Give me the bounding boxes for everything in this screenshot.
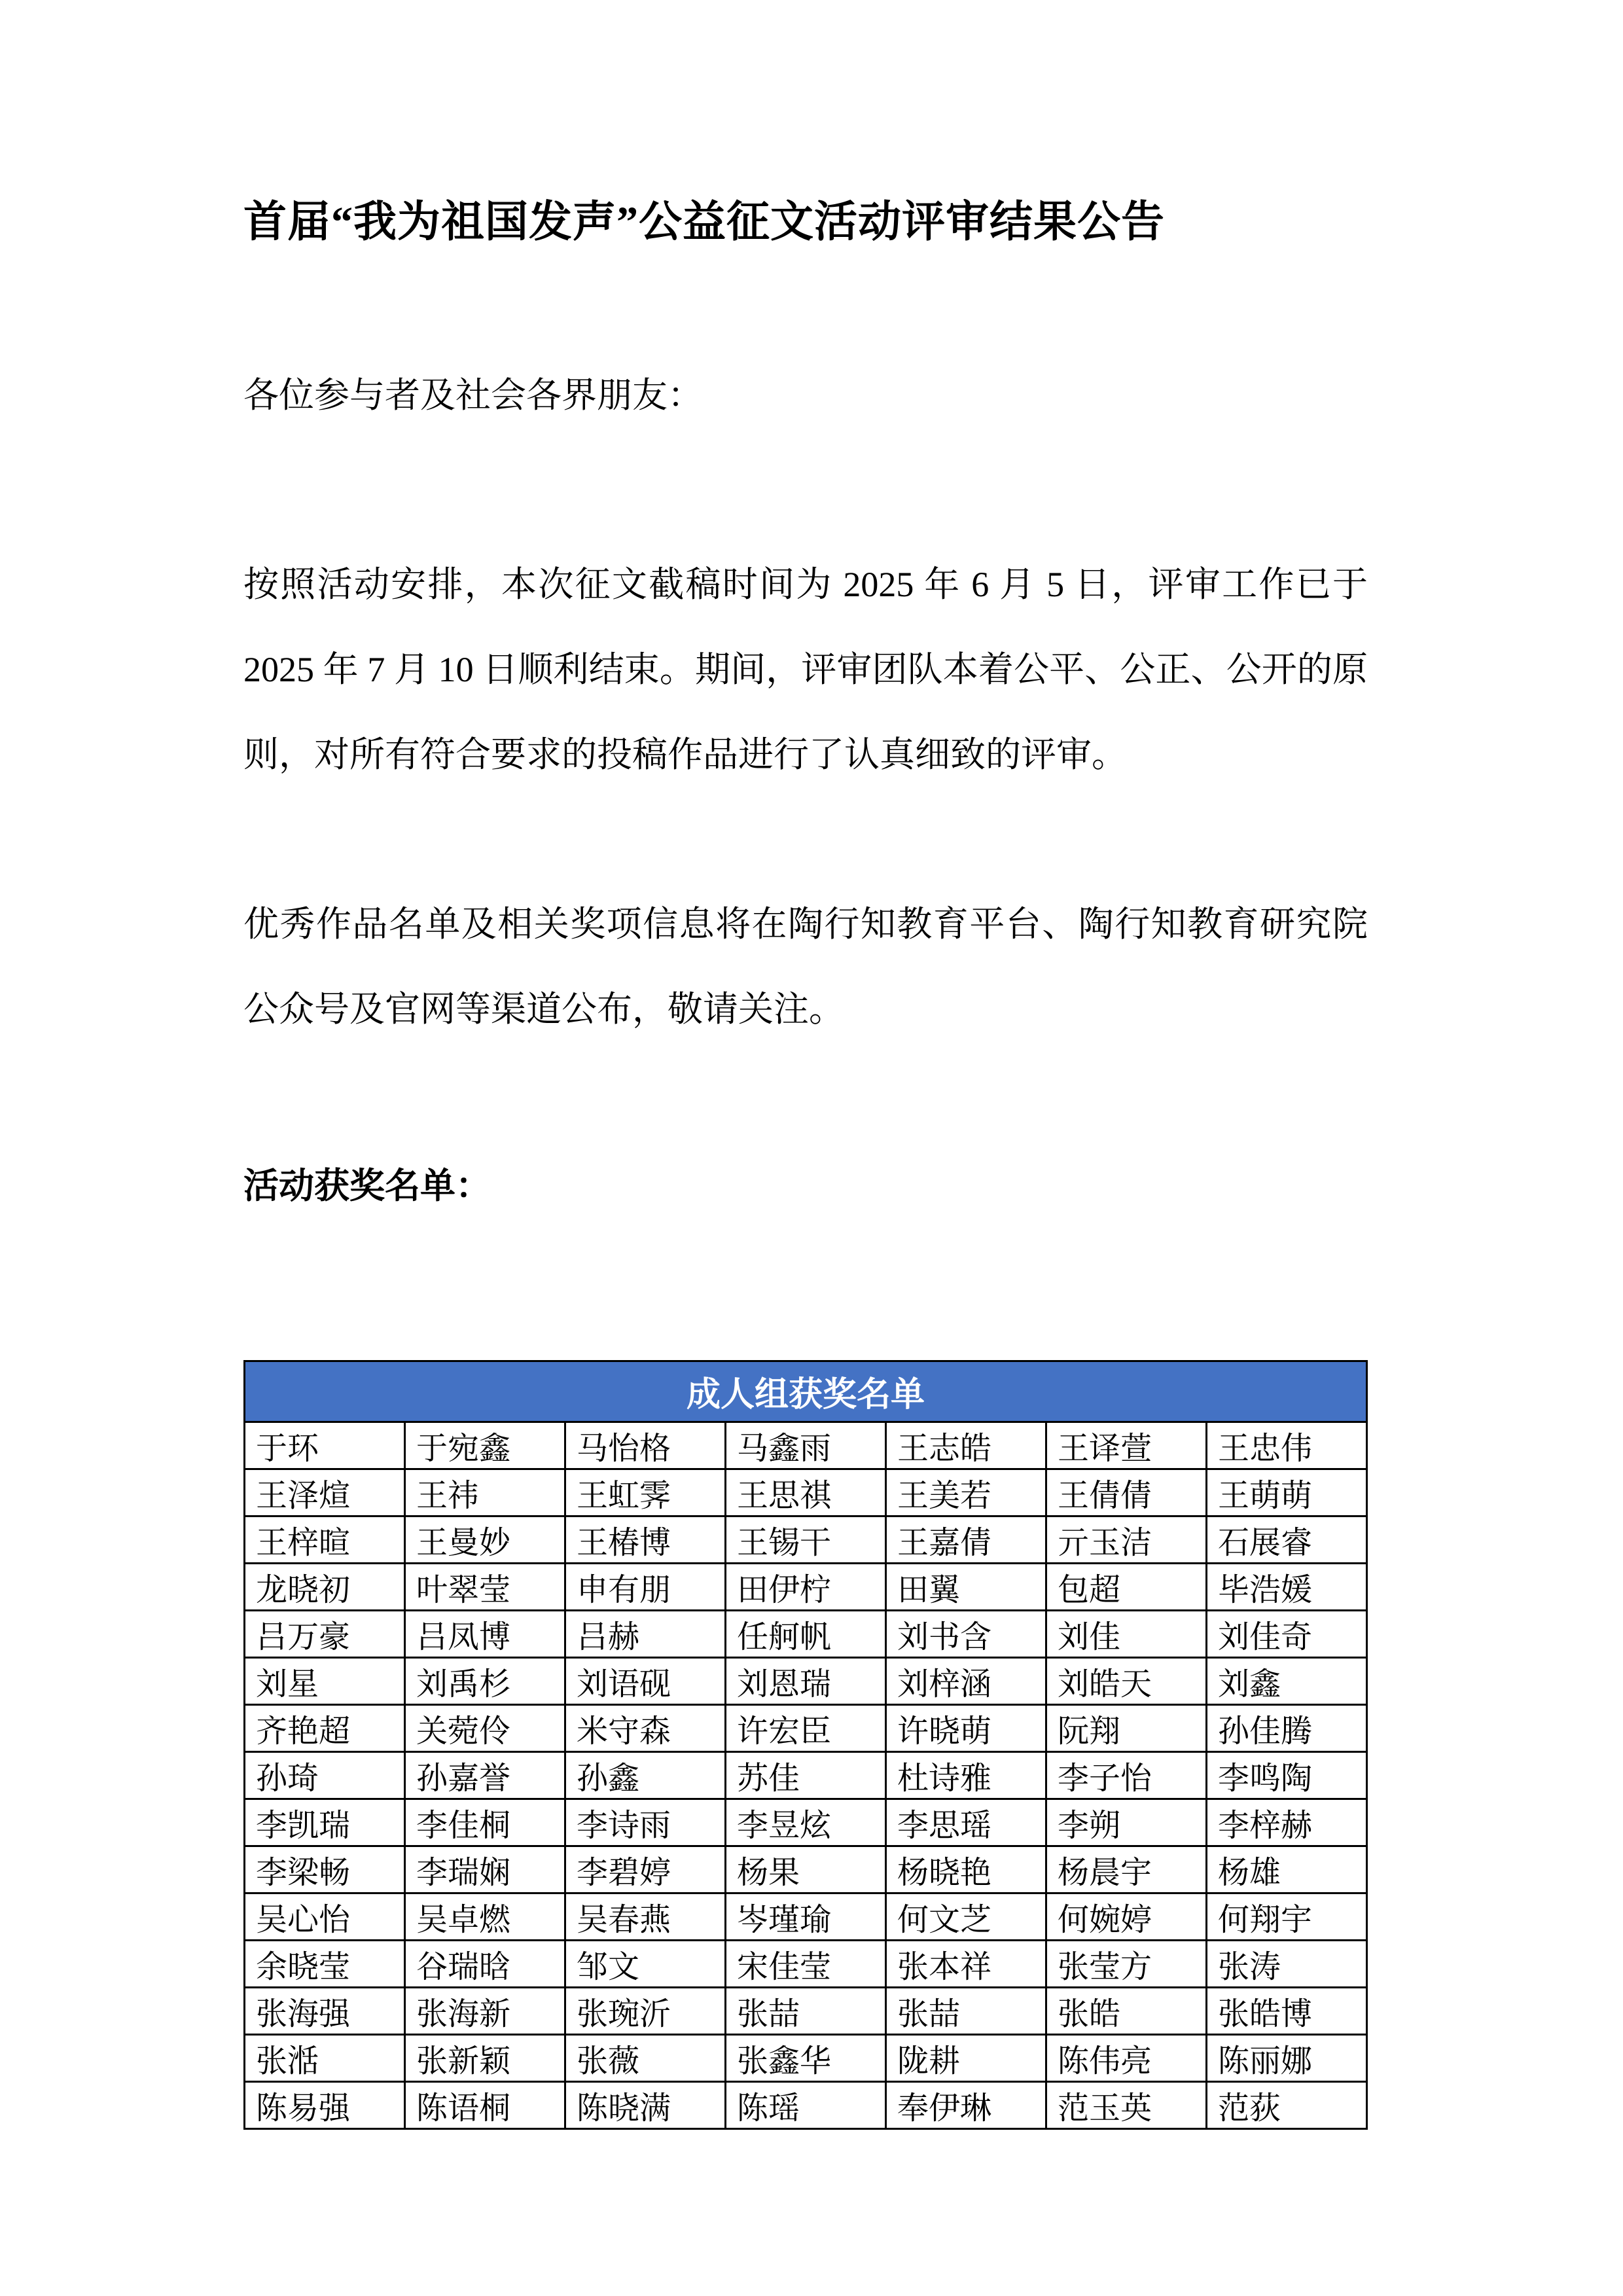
table-cell: 李碧婷 (565, 1846, 726, 1893)
table-cell: 何文芝 (886, 1893, 1046, 1940)
table-cell: 李昱炫 (726, 1799, 886, 1846)
table-row (245, 1704, 1367, 1751)
table-row (245, 1516, 1367, 1563)
table-cell: 王志皓 (886, 1422, 1046, 1469)
table-cell: 田伊柠 (726, 1563, 886, 1610)
table-cell: 刘禹杉 (405, 1657, 565, 1704)
table-cell: 米守森 (565, 1704, 726, 1751)
table-cell: 刘佳奇 (1207, 1610, 1367, 1657)
table-cell: 刘书含 (886, 1610, 1046, 1657)
table-cell: 孙鑫 (565, 1751, 726, 1799)
table-cell: 王译萱 (1046, 1422, 1207, 1469)
table-cell: 宋佳莹 (726, 1940, 886, 1987)
table-cell: 王泽煊 (245, 1469, 405, 1516)
table-row (245, 1657, 1367, 1704)
table-row (245, 2034, 1367, 2081)
table-cell: 张薇 (565, 2034, 726, 2081)
table-cell: 余晓莹 (245, 1940, 405, 1987)
table-cell: 刘梓涵 (886, 1657, 1046, 1704)
table-cell: 张湉 (245, 2034, 405, 2081)
salutation-line: 各位参与者及社会各界朋友： (243, 376, 703, 416)
table-cell: 王椿博 (565, 1516, 726, 1563)
table-cell: 范玉英 (1046, 2081, 1207, 2128)
table-row (245, 1940, 1367, 1987)
table-cell: 王梓暄 (245, 1516, 405, 1563)
table-cell: 孙琦 (245, 1751, 405, 1799)
table-cell: 亓玉洁 (1046, 1516, 1207, 1563)
table-cell: 张海强 (245, 1987, 405, 2034)
table-row (245, 1799, 1367, 1846)
table-cell: 张莹方 (1046, 1940, 1207, 1987)
table-cell: 任舸帆 (726, 1610, 886, 1657)
table-cell: 龙晓初 (245, 1563, 405, 1610)
table-cell: 陈晓满 (565, 2081, 726, 2128)
table-cell: 张鑫华 (726, 2034, 886, 2081)
table-cell: 陈易强 (245, 2081, 405, 2128)
table-cell: 王嘉倩 (886, 1516, 1046, 1563)
table-cell: 谷瑞晗 (405, 1940, 565, 1987)
table-cell: 杨晨宇 (1046, 1846, 1207, 1893)
table-cell: 刘皓天 (1046, 1657, 1207, 1704)
table-cell: 吴春燕 (565, 1893, 726, 1940)
table-cell: 张皓博 (1207, 1987, 1367, 2034)
awards-table-header: 成人组获奖名单 (245, 1361, 1367, 1422)
table-cell: 张海新 (405, 1987, 565, 2034)
table-cell: 张本祥 (886, 1940, 1046, 1987)
table-cell: 刘星 (245, 1657, 405, 1704)
table-cell: 张新颖 (405, 2034, 565, 2081)
table-cell: 刘鑫 (1207, 1657, 1367, 1704)
awards-list-heading: 活动获奖名单： (243, 1166, 491, 1206)
table-cell: 张琬沂 (565, 1987, 726, 2034)
table-row (245, 1846, 1367, 1893)
table-cell: 王祎 (405, 1469, 565, 1516)
table-cell: 奉伊琳 (886, 2081, 1046, 2128)
table-cell: 岑瑾瑜 (726, 1893, 886, 1940)
table-cell: 王曼妙 (405, 1516, 565, 1563)
table-cell: 叶翠莹 (405, 1563, 565, 1610)
table-cell: 孙佳腾 (1207, 1704, 1367, 1751)
table-cell: 李瑞娴 (405, 1846, 565, 1893)
table-cell: 于宛鑫 (405, 1422, 565, 1469)
table-cell: 陇耕 (886, 2034, 1046, 2081)
table-cell: 李梓赫 (1207, 1799, 1367, 1846)
table-row (245, 1751, 1367, 1799)
table-cell: 杨果 (726, 1846, 886, 1893)
table-cell: 杨晓艳 (886, 1846, 1046, 1893)
table-cell: 李凯瑞 (245, 1799, 405, 1846)
table-cell: 张喆 (726, 1987, 886, 2034)
table-row (245, 1469, 1367, 1516)
table-cell: 田翼 (886, 1563, 1046, 1610)
table-cell: 陈瑶 (726, 2081, 886, 2128)
table-cell: 阮翔 (1046, 1704, 1207, 1751)
table-cell: 吴卓燃 (405, 1893, 565, 1940)
table-cell: 陈伟亮 (1046, 2034, 1207, 2081)
table-cell: 申有朋 (565, 1563, 726, 1610)
paragraph-publish-channels: 优秀作品名单及相关奖项信息将在陶行知教育平台、陶行知教育研究院公众号及官网等渠道公布，敬请关注。 (243, 905, 1368, 1029)
awards-table (243, 1360, 1368, 2130)
table-row (245, 1893, 1367, 1940)
table-row (245, 1987, 1367, 2034)
table-cell: 何翔宇 (1207, 1893, 1367, 1940)
table-cell: 王锡干 (726, 1516, 886, 1563)
table-cell: 李诗雨 (565, 1799, 726, 1846)
table-cell: 范荻 (1207, 2081, 1367, 2128)
table-cell: 刘语砚 (565, 1657, 726, 1704)
table-cell: 许宏臣 (726, 1704, 886, 1751)
table-cell: 李鸣陶 (1207, 1751, 1367, 1799)
table-cell: 吕赫 (565, 1610, 726, 1657)
table-cell: 杨雄 (1207, 1846, 1367, 1893)
table-cell: 马鑫雨 (726, 1422, 886, 1469)
table-cell: 吕凤博 (405, 1610, 565, 1657)
table-cell: 陈语桐 (405, 2081, 565, 2128)
paragraph-review-process: 按照活动安排，本次征文截稿时间为 2025 年 6 月 5 日，评审工作已于 2025 年 7 月 10 日顺利结束。期间，评审团队本着公平、公正、公开的原则，对所有符合要求的投稿作品进行了认真细致的评审。 (243, 565, 1368, 774)
table-cell: 王倩倩 (1046, 1469, 1207, 1516)
page-title: 首届“我为祖国发声”公益征文活动评审结果公告 (243, 198, 1165, 246)
table-cell: 张皓 (1046, 1987, 1207, 2034)
table-cell: 刘恩瑞 (726, 1657, 886, 1704)
table-row (245, 1422, 1367, 1469)
table-cell: 张喆 (886, 1987, 1046, 2034)
table-cell: 张涛 (1207, 1940, 1367, 1987)
table-cell: 齐艳超 (245, 1704, 405, 1751)
table-cell: 吴心怡 (245, 1893, 405, 1940)
table-cell: 王虹霁 (565, 1469, 726, 1516)
table-cell: 吕万豪 (245, 1610, 405, 1657)
table-cell: 李梁畅 (245, 1846, 405, 1893)
table-cell: 李佳桐 (405, 1799, 565, 1846)
awards-table-body (245, 1422, 1367, 2128)
table-row (245, 2081, 1367, 2128)
table-cell: 王美若 (886, 1469, 1046, 1516)
awards-table-header-row (245, 1361, 1367, 1422)
table-cell: 毕浩媛 (1207, 1563, 1367, 1610)
table-cell: 邹文 (565, 1940, 726, 1987)
table-cell: 王忠伟 (1207, 1422, 1367, 1469)
table-cell: 李子怡 (1046, 1751, 1207, 1799)
table-cell: 陈丽娜 (1207, 2034, 1367, 2081)
table-cell: 孙嘉誉 (405, 1751, 565, 1799)
table-cell: 石展睿 (1207, 1516, 1367, 1563)
table-row (245, 1610, 1367, 1657)
table-cell: 马怡格 (565, 1422, 726, 1469)
table-cell: 何婉婷 (1046, 1893, 1207, 1940)
table-cell: 苏佳 (726, 1751, 886, 1799)
table-cell: 于环 (245, 1422, 405, 1469)
table-cell: 李朔 (1046, 1799, 1207, 1846)
table-cell: 包超 (1046, 1563, 1207, 1610)
table-cell: 王萌萌 (1207, 1469, 1367, 1516)
table-cell: 关菀伶 (405, 1704, 565, 1751)
table-cell: 杜诗雅 (886, 1751, 1046, 1799)
table-row (245, 1563, 1367, 1610)
table-cell: 李思瑶 (886, 1799, 1046, 1846)
table-cell: 王思祺 (726, 1469, 886, 1516)
table-cell: 许晓萌 (886, 1704, 1046, 1751)
table-cell: 刘佳 (1046, 1610, 1207, 1657)
